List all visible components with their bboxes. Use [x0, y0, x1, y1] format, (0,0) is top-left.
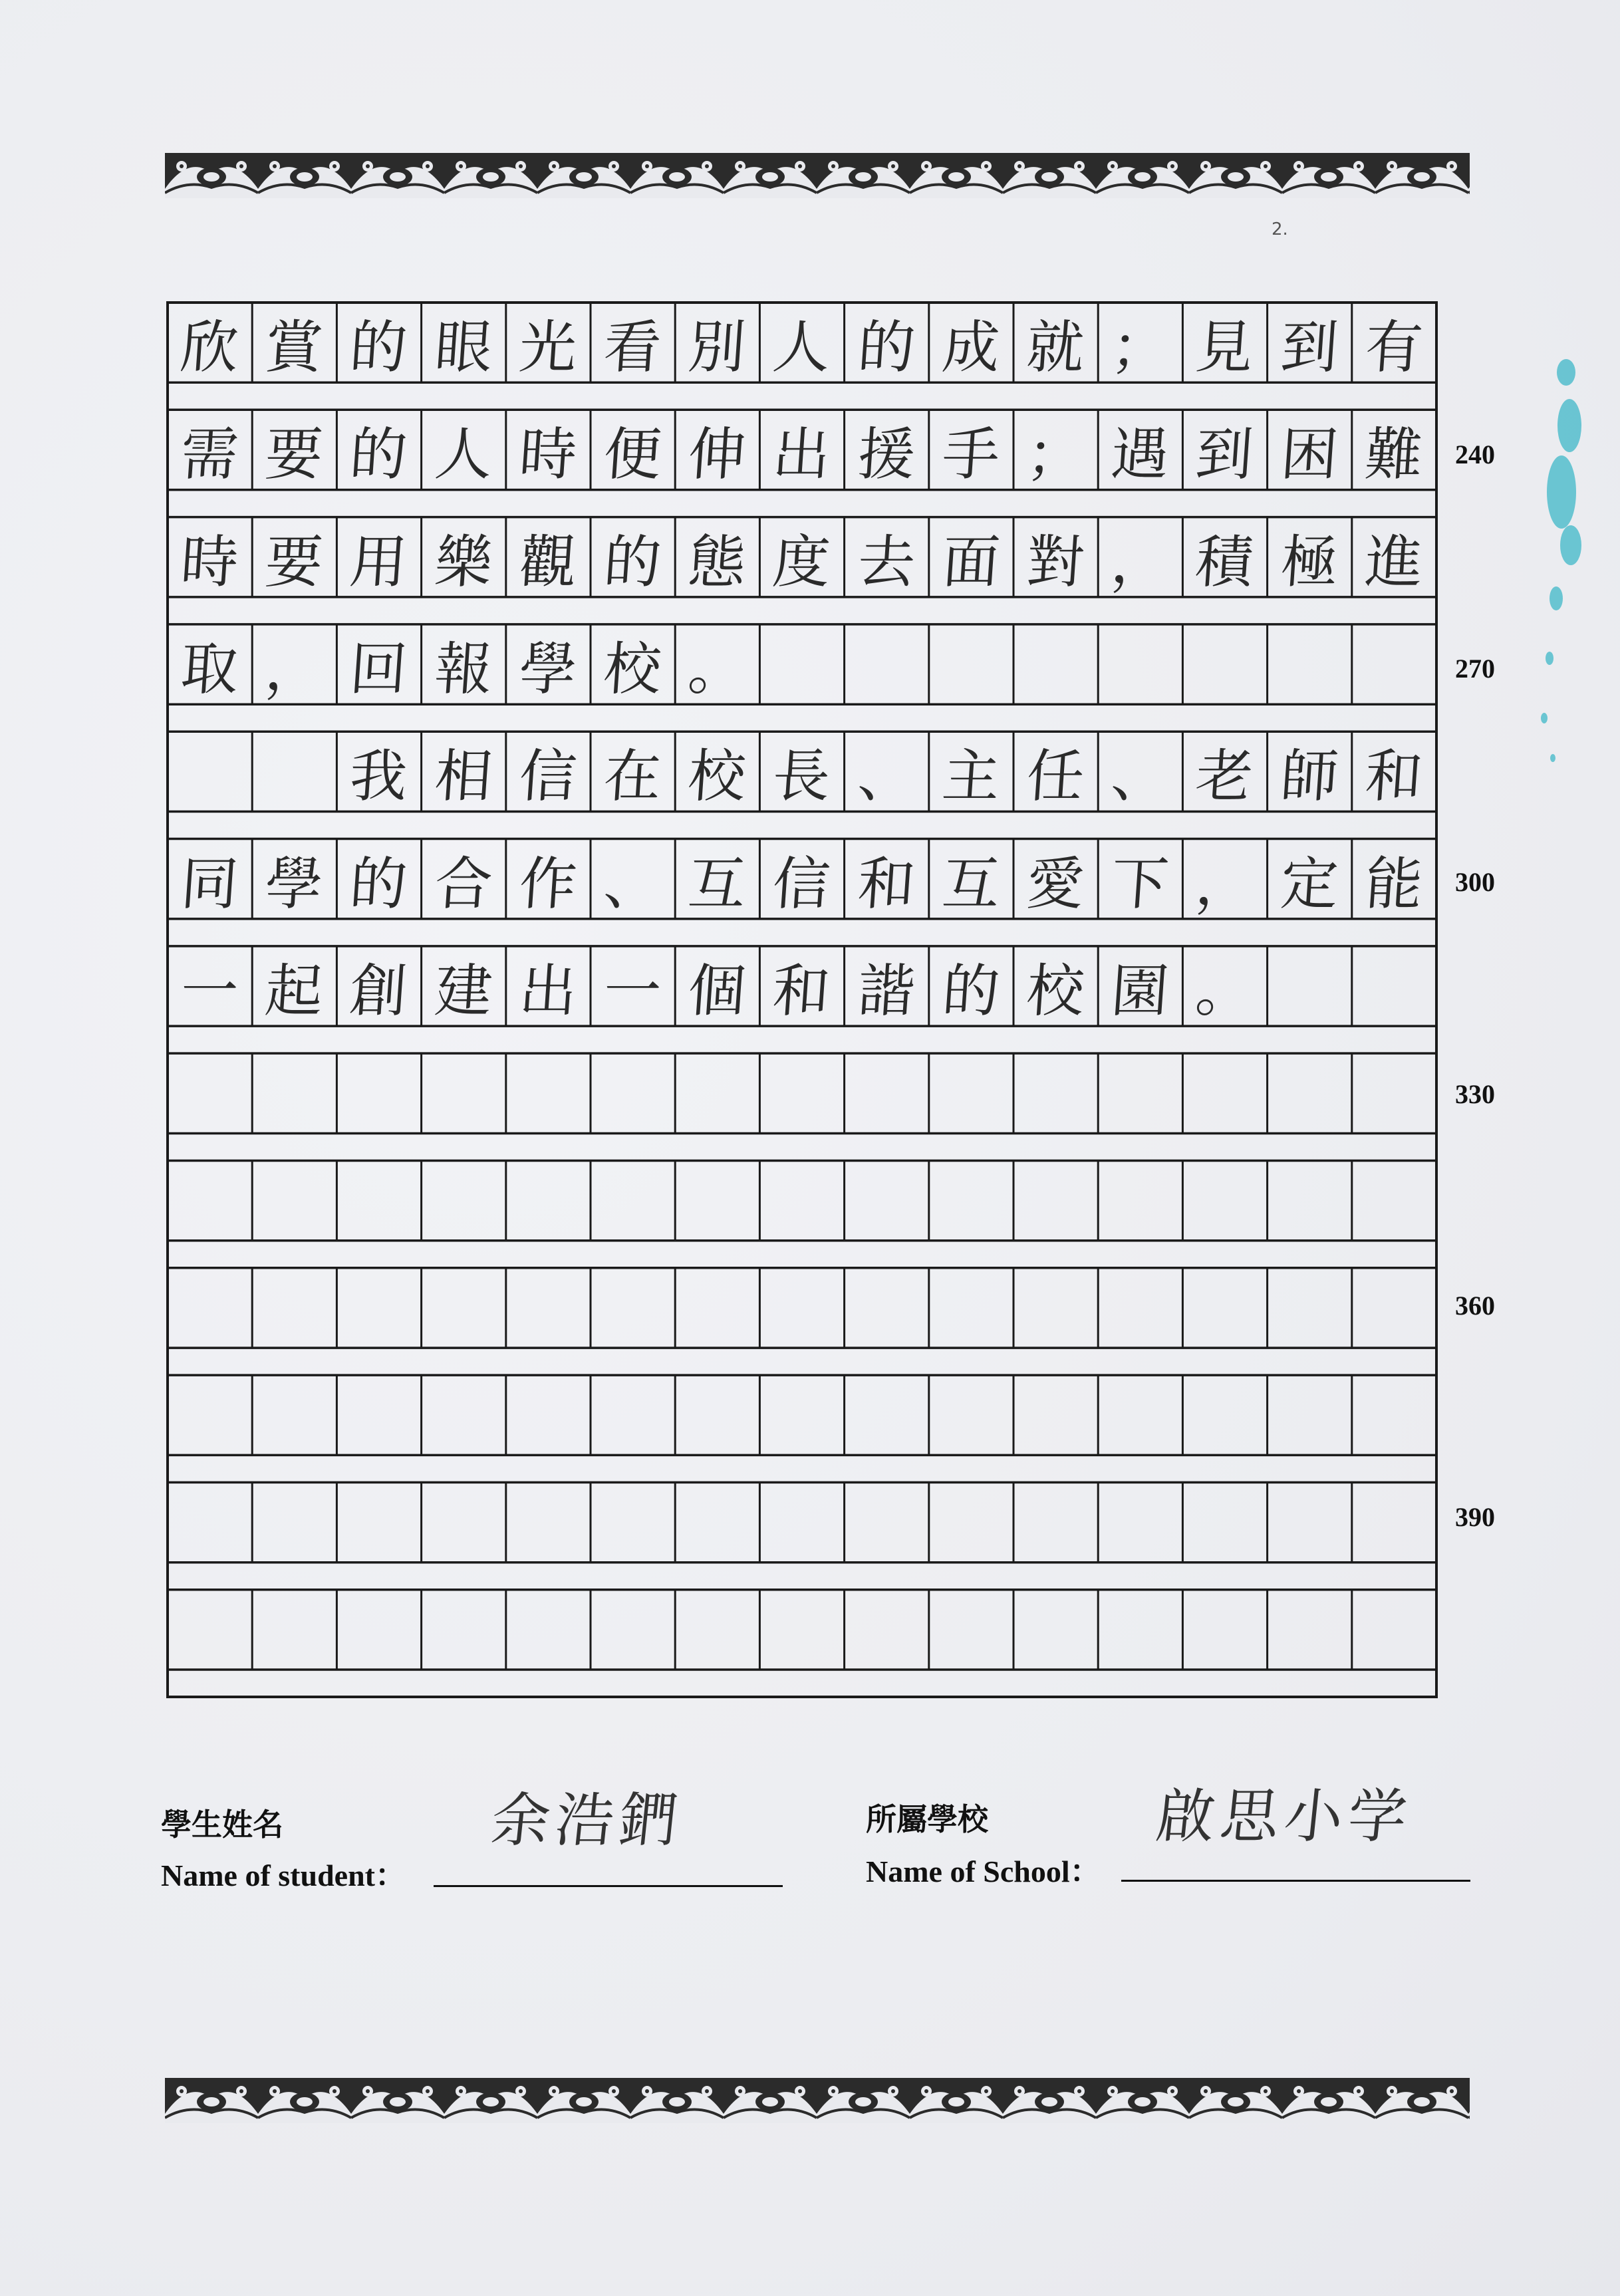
grid-cell-char: 需: [178, 422, 241, 489]
grid-cell-char: [249, 1590, 340, 1670]
grid-cell-char: 、: [1109, 743, 1171, 811]
grid-cell-char: [1264, 1482, 1355, 1562]
student-name-label-en: Name of student：: [161, 1858, 406, 1892]
grid-cell-char: [1349, 1482, 1440, 1562]
grid-cell-char: [1095, 624, 1186, 704]
grid-cell-char: 的: [347, 315, 410, 382]
grid-cell-char: [757, 1590, 847, 1670]
grid-cell-char: [1180, 1590, 1270, 1670]
grid-cell-char: [1180, 1268, 1270, 1348]
grid-cell-char: [1264, 1375, 1355, 1455]
student-name-value: 余浩鍆: [487, 1786, 687, 1854]
grid-cell-char: 作: [517, 850, 579, 918]
grid-cell-char: 出: [517, 958, 579, 1025]
grid-cell-char: [1349, 1375, 1440, 1455]
grid-cell-char: 賞: [263, 315, 325, 382]
grid-cell-char: 出: [770, 422, 833, 489]
grid-cell-char: [334, 1482, 424, 1562]
grid-cell-char: 對: [1024, 529, 1087, 596]
grid-cell-char: [926, 1268, 1017, 1348]
grid-cell-char: 創: [347, 958, 410, 1025]
grid-cell-char: [418, 1482, 509, 1562]
grid-cell-char: 能: [1363, 850, 1425, 918]
grid-cell-char: 難: [1363, 422, 1425, 489]
grid-cell-char: 到: [1193, 422, 1256, 489]
grid-cell-char: 光: [517, 315, 579, 382]
grid-cell-char: [418, 1375, 509, 1455]
grid-cell-char: [588, 1053, 678, 1133]
grid-cell-char: 師: [1278, 743, 1341, 811]
grid-cell-char: 信: [770, 850, 833, 918]
grid-cell-char: [165, 1482, 255, 1562]
word-count-300: 300: [1455, 867, 1495, 897]
grid-cell-char: 。: [1193, 958, 1256, 1025]
grid-cell-char: 校: [1024, 958, 1087, 1025]
grid-cell-char: 手: [940, 422, 1002, 489]
word-count-270: 270: [1455, 654, 1495, 684]
grid-cell-char: 同: [178, 850, 241, 918]
grid-cell-char: 和: [1363, 743, 1425, 811]
grid-cell-char: [418, 1590, 509, 1670]
grid-cell-char: 要: [263, 529, 325, 596]
grid-cell-char: 起: [263, 958, 325, 1025]
grid-cell-char: [334, 1053, 424, 1133]
grid-cell-char: ；: [1024, 422, 1087, 489]
grid-cell-char: [503, 1482, 594, 1562]
grid-cell-char: [334, 1375, 424, 1455]
grid-cell-char: 報: [432, 636, 495, 703]
grid-cell-char: [165, 1160, 255, 1240]
grid-cell-char: 一: [178, 958, 241, 1025]
grid-cell-char: 的: [347, 422, 410, 489]
grid-cell-char: [165, 1268, 255, 1348]
grid-cell-char: [418, 1268, 509, 1348]
grid-cell-char: 的: [940, 958, 1002, 1025]
grid-cell-char: 人: [432, 422, 495, 489]
grid-cell-char: [334, 1160, 424, 1240]
grid-cell-char: ，: [263, 636, 325, 703]
grid-cell-char: [1011, 1268, 1101, 1348]
school-label-zh: 所屬學校: [866, 1801, 988, 1837]
grid-cell-char: [757, 1482, 847, 1562]
grid-cell-char: [1349, 624, 1440, 704]
grid-cell-char: 就: [1024, 315, 1087, 382]
school-name-value: 啟思小学: [1152, 1782, 1416, 1850]
grid-cell-char: [1180, 1482, 1270, 1562]
grid-cell-char: 相: [432, 743, 495, 811]
grid-cell-char: [1095, 1268, 1186, 1348]
grid-cell-char: [503, 1590, 594, 1670]
grid-cell-char: [503, 1375, 594, 1455]
grid-cell-char: 有: [1363, 315, 1425, 382]
grid-cell-char: 別: [686, 315, 748, 382]
grid-cell-char: [588, 1482, 678, 1562]
grid-cell-char: 學: [263, 850, 325, 918]
grid-cell-char: 去: [855, 529, 918, 596]
grid-cell-char: 要: [263, 422, 325, 489]
grid-cell-char: [1011, 1375, 1101, 1455]
grid-cell-char: [588, 1160, 678, 1240]
grid-cell-char: 互: [940, 850, 1002, 918]
school-label-en: Name of School：: [866, 1854, 1101, 1888]
grid-cell-char: 困: [1278, 422, 1341, 489]
grid-cell-char: 定: [1278, 850, 1341, 918]
word-count-240: 240: [1455, 440, 1495, 469]
grid-cell-char: [249, 1053, 340, 1133]
grid-cell-char: [503, 1160, 594, 1240]
grid-cell-char: 任: [1024, 743, 1087, 811]
grid-cell-char: 進: [1363, 529, 1425, 596]
grid-cell-char: 校: [686, 743, 748, 811]
grid-cell-char: [672, 1268, 763, 1348]
grid-cell-char: [503, 1268, 594, 1348]
grid-cell-char: [1349, 1590, 1440, 1670]
grid-cell-char: [757, 1053, 847, 1133]
grid-cell-char: [1349, 1053, 1440, 1133]
grid-cell-char: [841, 1375, 932, 1455]
grid-cell-char: [1011, 1053, 1101, 1133]
grid-cell-char: [672, 1375, 763, 1455]
grid-cell-char: 老: [1193, 743, 1256, 811]
grid-cell-char: [1264, 1053, 1355, 1133]
grid-cell-char: [841, 624, 932, 704]
grid-cell-char: 長: [770, 743, 833, 811]
grid-cell-char: [841, 1268, 932, 1348]
grid-cell-char: [1180, 1053, 1270, 1133]
grid-cell-char: 在: [601, 743, 664, 811]
grid-cell-char: ；: [1109, 315, 1171, 382]
grid-cell-char: 用: [347, 529, 410, 596]
grid-cell-char: [503, 1053, 594, 1133]
word-count-390: 390: [1455, 1502, 1495, 1532]
grid-cell-char: [1264, 1268, 1355, 1348]
decorative-border-bottom: [165, 2078, 1470, 2123]
grid-cell-char: 、: [855, 743, 918, 811]
grid-cell-char: [1349, 1160, 1440, 1240]
grid-cell-char: [926, 1590, 1017, 1670]
grid-cell-char: [1264, 1590, 1355, 1670]
grid-cell-char: [418, 1053, 509, 1133]
grid-cell-char: [1011, 1590, 1101, 1670]
grid-cell-char: [1011, 624, 1101, 704]
grid-cell-char: 人: [770, 315, 833, 382]
grid-cell-char: [672, 1053, 763, 1133]
grid-cell-char: 遇: [1109, 422, 1171, 489]
grid-cell-char: [757, 1268, 847, 1348]
grid-cell-char: 時: [517, 422, 579, 489]
grid-cell-char: 我: [347, 743, 410, 811]
grid-cell-char: [418, 1160, 509, 1240]
grid-cell-char: [1095, 1160, 1186, 1240]
grid-cell-char: 積: [1193, 529, 1256, 596]
grid-cell-char: [165, 731, 255, 811]
grid-cell-char: [841, 1160, 932, 1240]
grid-cell-char: 回: [347, 636, 410, 703]
grid-cell-char: 見: [1193, 315, 1256, 382]
grid-cell-char: [1264, 624, 1355, 704]
student-name-line: [434, 1885, 783, 1887]
grid-cell-char: 諧: [855, 958, 918, 1025]
grid-cell-char: 伸: [686, 422, 748, 489]
grid-cell-char: [1349, 946, 1440, 1026]
grid-cell-char: [672, 1590, 763, 1670]
grid-cell-char: [926, 1160, 1017, 1240]
grid-cell-char: [1095, 1053, 1186, 1133]
grid-cell-char: [249, 731, 340, 811]
grid-cell-char: [334, 1268, 424, 1348]
grid-cell-char: [165, 1590, 255, 1670]
stray-mark: 2.: [1272, 219, 1288, 239]
grid-cell-char: [1180, 1375, 1270, 1455]
grid-cell-char: [1011, 1482, 1101, 1562]
grid-cell-char: 便: [601, 422, 664, 489]
grid-cell-char: [249, 1375, 340, 1455]
grid-cell-char: [1095, 1482, 1186, 1562]
word-count-330: 330: [1455, 1079, 1495, 1109]
grid-cell-char: [1095, 1375, 1186, 1455]
grid-cell-char: [926, 1053, 1017, 1133]
grid-cell-char: ，: [1193, 850, 1256, 918]
grid-cell-char: [334, 1590, 424, 1670]
grid-cell-char: 取: [178, 636, 241, 703]
grid-cell-char: [249, 1160, 340, 1240]
grid-cell-char: 建: [432, 958, 495, 1025]
grid-cell-char: ，: [1109, 529, 1171, 596]
grid-cell-char: 和: [855, 850, 918, 918]
grid-cell-char: [1180, 1160, 1270, 1240]
grid-cell-char: 極: [1278, 529, 1341, 596]
grid-cell-char: 的: [601, 529, 664, 596]
grid-cell-char: [249, 1482, 340, 1562]
grid-cell-char: 愛: [1024, 850, 1087, 918]
grid-cell-char: [1095, 1590, 1186, 1670]
student-name-label-zh: 學生姓名: [161, 1807, 283, 1843]
grid-cell-char: [757, 1375, 847, 1455]
school-name-line: [1121, 1880, 1470, 1882]
grid-cell-char: 主: [940, 743, 1002, 811]
grid-cell-char: [926, 624, 1017, 704]
grid-cell-char: [926, 1375, 1017, 1455]
grid-cell-char: 互: [686, 850, 748, 918]
grid-cell-char: [672, 1482, 763, 1562]
grid-cell-char: 個: [686, 958, 748, 1025]
grid-cell-char: 學: [517, 636, 579, 703]
grid-cell-char: [841, 1590, 932, 1670]
grid-cell-char: [1349, 1268, 1440, 1348]
grid-cell-char: 校: [601, 636, 664, 703]
grid-cell-char: 的: [855, 315, 918, 382]
grid-cell-char: 一: [601, 958, 664, 1025]
grid-cell-char: 面: [940, 529, 1002, 596]
grid-cell-char: 合: [432, 850, 495, 918]
grid-cell-char: 援: [855, 422, 918, 489]
grid-cell-char: [757, 624, 847, 704]
grid-cell-char: [841, 1053, 932, 1133]
grid-cell-char: [1264, 1160, 1355, 1240]
grid-cell-char: 到: [1278, 315, 1341, 382]
grid-cell-char: [588, 1590, 678, 1670]
grid-cell-char: [588, 1375, 678, 1455]
grid-cell-char: [672, 1160, 763, 1240]
grid-cell-char: 欣: [178, 315, 241, 382]
grid-cell-char: 樂: [432, 529, 495, 596]
grid-cell-char: 。: [686, 636, 748, 703]
ink-stain: [1530, 346, 1589, 785]
grid-cell-char: 時: [178, 529, 241, 596]
grid-cell-char: 成: [940, 315, 1002, 382]
grid-cell-char: [1180, 624, 1270, 704]
grid-cell-char: 觀: [517, 529, 579, 596]
grid-cell-char: 園: [1109, 958, 1171, 1025]
grid-cell-char: 的: [347, 850, 410, 918]
grid-cell-char: 下: [1109, 850, 1171, 918]
grid-cell-char: 和: [770, 958, 833, 1025]
grid-cell-char: [1011, 1160, 1101, 1240]
grid-cell-char: [165, 1375, 255, 1455]
grid-cell-char: 態: [686, 529, 748, 596]
grid-cell-char: [757, 1160, 847, 1240]
grid-cell-char: [841, 1482, 932, 1562]
grid-cell-char: [588, 1268, 678, 1348]
grid-cell-char: 、: [601, 850, 664, 918]
grid-cell-char: [926, 1482, 1017, 1562]
grid-cell-char: [249, 1268, 340, 1348]
word-count-360: 360: [1455, 1291, 1495, 1321]
grid-cell-char: 眼: [432, 315, 495, 382]
grid-cell-char: 度: [770, 529, 833, 596]
grid-cell-char: 信: [517, 743, 579, 811]
grid-cell-char: 看: [601, 315, 664, 382]
grid-cell-char: [165, 1053, 255, 1133]
grid-cell-char: [1264, 946, 1355, 1026]
